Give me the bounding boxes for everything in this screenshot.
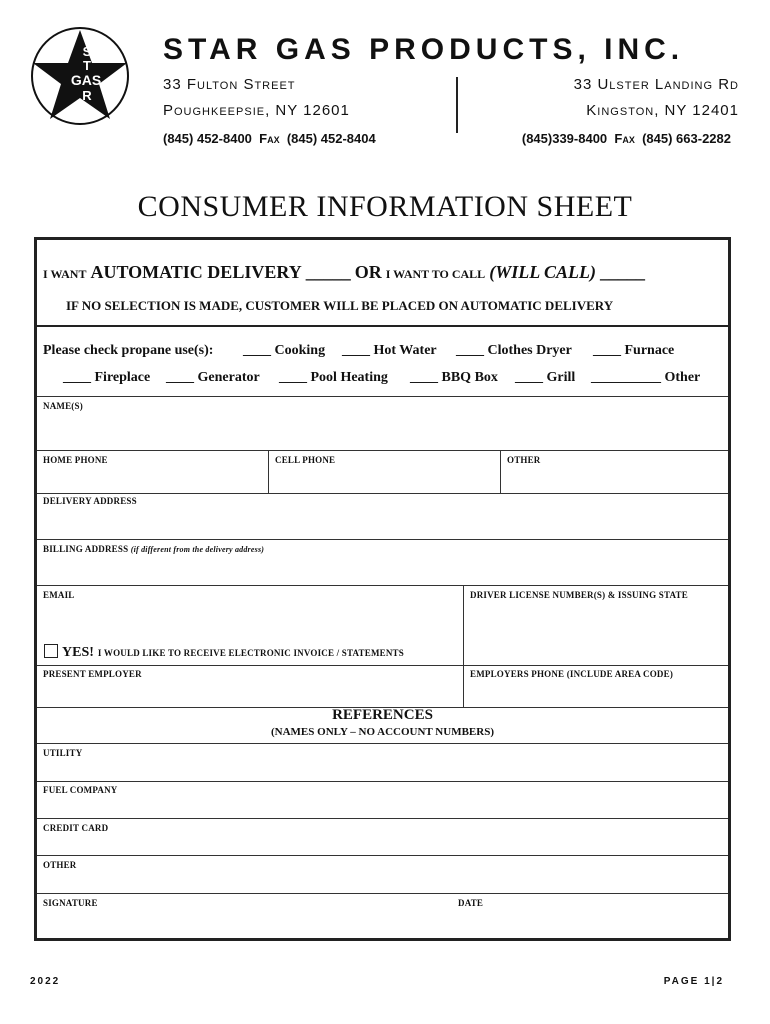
propane-generator[interactable]: ____ Generator — [166, 370, 260, 385]
divider — [37, 585, 728, 586]
logo-letter-t: T — [83, 58, 91, 73]
propane-hot-water[interactable]: ____ Hot Water — [342, 343, 437, 358]
logo-letter-s: S — [82, 44, 92, 59]
delivery-choice-line — [43, 262, 645, 283]
footer-year: 2022 — [30, 976, 61, 987]
references-note: (NAMES ONLY – NO ACCOUNT NUMBERS) — [271, 726, 494, 738]
column-divider — [463, 585, 464, 665]
star-gas-logo — [30, 26, 130, 126]
propane-grill[interactable]: ____ Grill — [515, 370, 576, 385]
divider — [37, 396, 728, 397]
column-divider — [463, 665, 464, 707]
billing-address-label — [43, 544, 264, 554]
section-divider — [37, 325, 728, 327]
divider — [37, 781, 728, 782]
other-reference-label: OTHER — [43, 860, 77, 870]
references-heading: REFERENCES — [332, 707, 433, 723]
other-phone-label: OTHER — [507, 455, 541, 465]
divider — [37, 539, 728, 540]
office1-phone: (845) 452-8400 — [163, 131, 252, 146]
logo-letter-r: R — [82, 88, 92, 103]
propane-other[interactable]: __________ Other — [591, 370, 701, 385]
office2-street: 33 Ulster Landing Rd — [573, 76, 739, 93]
employer-phone-label: EMPLOYERS PHONE (INCLUDE AREA CODE) — [470, 669, 674, 679]
automatic-delivery-label: AUTOMATIC DELIVERY — [90, 262, 302, 282]
column-divider — [268, 450, 269, 493]
office1-fax: (845) 452-8404 — [286, 131, 376, 146]
office1-fax-label: Fax — [259, 131, 280, 146]
logo-word-gas: GAS — [70, 72, 102, 88]
office2-city: Kingston, NY 12401 — [586, 102, 739, 119]
propane-pool-heating[interactable]: ____ Pool Heating — [279, 370, 388, 385]
header-divider — [456, 77, 458, 133]
einvoice-label: I WOULD LIKE TO RECEIVE ELECTRONIC INVOICE / STATEMENTS — [97, 648, 404, 658]
i-want-label: I WANT — [43, 267, 87, 281]
billing-address-note: (if different from the delivery address) — [130, 545, 265, 554]
divider — [37, 893, 728, 894]
delivery-address-label: DELIVERY ADDRESS — [43, 496, 137, 506]
will-call-label: (WILL CALL) — [489, 262, 597, 282]
divider — [37, 450, 728, 451]
office2-phones — [522, 131, 731, 146]
office1-street: 33 Fulton Street — [163, 76, 296, 93]
divider — [37, 855, 728, 856]
delivery-note: IF NO SELECTION IS MADE, CUSTOMER WILL BE PLACED ON AUTOMATIC DELIVERY — [66, 298, 614, 313]
credit-card-label: CREDIT CARD — [43, 823, 109, 833]
propane-furnace[interactable]: ____ Furnace — [593, 343, 675, 358]
date-label: DATE — [458, 898, 484, 908]
names-label: NAME(S) — [43, 401, 83, 411]
cell-phone-label: CELL PHONE — [275, 455, 336, 465]
document-title: CONSUMER INFORMATION SHEET — [137, 190, 633, 223]
propane-prompt: Please check propane use(s): — [43, 343, 214, 358]
billing-address-text: BILLING ADDRESS — [43, 544, 129, 554]
office2-fax: (845) 663-2282 — [642, 131, 731, 146]
or-label: OR — [354, 262, 382, 282]
fuel-company-label: FUEL COMPANY — [43, 785, 118, 795]
footer-page: PAGE 1|2 — [663, 976, 724, 987]
divider — [37, 493, 728, 494]
divider — [37, 665, 728, 666]
automatic-delivery-blank[interactable]: _____ — [305, 262, 351, 282]
license-label: DRIVER LICENSE NUMBER(S) & ISSUING STATE — [470, 590, 688, 600]
propane-fireplace[interactable]: ____ Fireplace — [63, 370, 151, 385]
signature-label: SIGNATURE — [43, 898, 98, 908]
propane-cooking[interactable]: ____ Cooking — [243, 343, 326, 358]
email-label: EMAIL — [43, 590, 75, 600]
einvoice-option[interactable] — [44, 643, 404, 661]
i-want-to-call-label: I WANT TO CALL — [385, 267, 486, 281]
will-call-blank[interactable]: _____ — [600, 262, 646, 282]
yes-label: YES! — [62, 645, 94, 660]
office1-city: Poughkeepsie, NY 12601 — [163, 102, 350, 119]
divider — [37, 743, 728, 744]
propane-clothes-dryer[interactable]: ____ Clothes Dryer — [456, 343, 572, 358]
propane-bbq-box[interactable]: ____ BBQ Box — [410, 370, 498, 385]
company-name: STAR GAS PRODUCTS, INC. — [163, 33, 685, 66]
office2-phone: (845)339-8400 — [521, 131, 608, 146]
utility-label: UTILITY — [43, 748, 83, 758]
home-phone-label: HOME PHONE — [43, 455, 108, 465]
employer-label: PRESENT EMPLOYER — [43, 669, 142, 679]
office1-phones — [163, 131, 376, 146]
einvoice-checkbox[interactable] — [44, 644, 58, 658]
column-divider — [500, 450, 501, 493]
office2-fax-label: Fax — [614, 131, 635, 146]
divider — [37, 818, 728, 819]
